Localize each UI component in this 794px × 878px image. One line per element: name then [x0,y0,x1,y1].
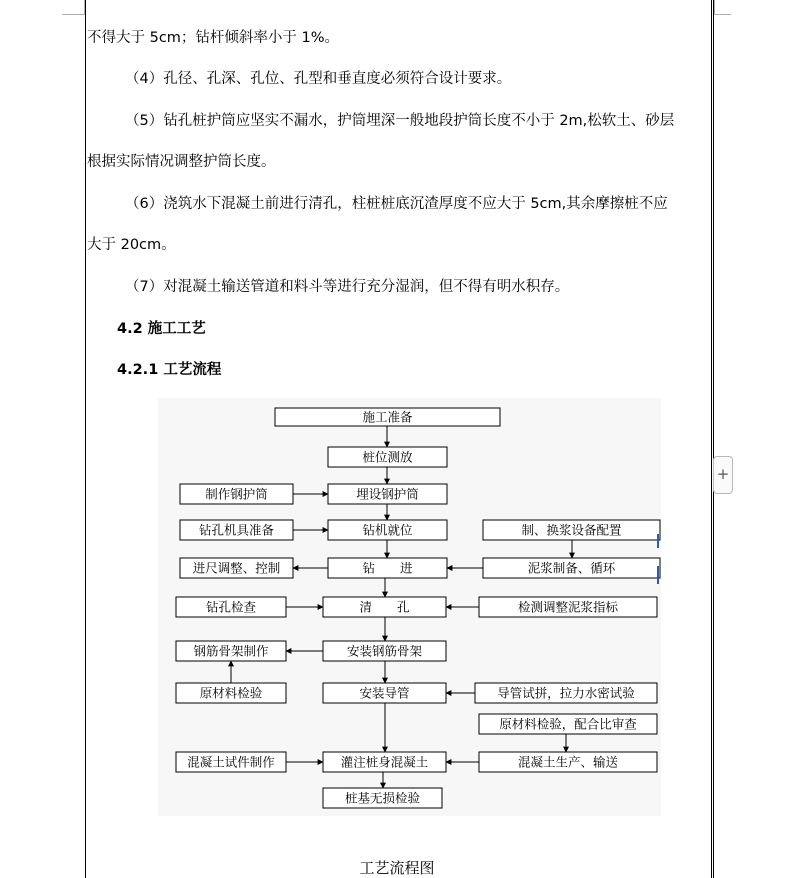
flow-step-label: 钻机就位 [362,522,413,538]
paragraph-item-5: （5）钻孔桩护筒应坚实不漏水，护筒埋深一般地段护筒长度不小于 2m,松软土、砂层 [125,113,675,129]
flow-step-label: 制作钢护筒 [205,486,268,502]
flow-step-main [323,683,446,703]
flow-step-left [176,597,286,617]
flow-step-label: 导管试拼，拉力水密试验 [497,685,635,701]
flow-step-label: 安装钢筋骨架 [346,643,423,659]
flow-step-right [483,520,660,540]
flow-step-main [323,597,446,617]
flow-step-label: 钻孔机具准备 [198,522,275,538]
flow-step-right [479,714,657,734]
flow-step-left [180,520,293,540]
flow-step-right [479,597,657,617]
flow-step-label: 钢筋骨架制作 [193,643,269,659]
flow-step-label: 原材料检验 [199,685,263,701]
figure-caption: 工艺流程图 [359,859,435,877]
paragraph-item-6-cont: 大于 20cm。 [87,237,176,253]
flow-step-label: 桩位测放 [362,449,413,465]
paragraph-item-5-cont: 根据实际情况调整护筒长度。 [87,154,276,170]
flow-step-main [323,752,446,772]
flow-step-left [176,683,286,703]
flow-step-label: 钻孔检查 [205,599,257,615]
flow-step-main [323,788,442,808]
flow-step-left [180,484,293,504]
flow-step-main [323,641,446,661]
flow-step-label: 清 孔 [359,599,410,615]
paragraph-item-7: （7）对混凝土输送管道和料斗等进行充分湿润，但不得有明水积存。 [125,279,570,295]
subsection-heading: 4.2.1 工艺流程 [117,362,222,378]
flow-step-left [176,641,286,661]
flow-step-main [275,408,500,426]
paragraph-item-4: （4）孔径、孔深、孔位、孔型和垂直度必须符合设计要求。 [125,71,512,87]
paragraph-line: 不得大于 5cm；钻杆倾斜率小于 1%。 [87,30,340,46]
section-heading: 4.2 施工工艺 [117,321,206,337]
flow-step-label: 钻 进 [362,560,413,576]
flow-step-label: 混凝土试件制作 [187,754,275,770]
flow-step-right [483,558,660,578]
flow-step-label: 施工准备 [362,409,413,425]
flow-step-left [180,558,293,578]
flow-step-label: 检测调整泥浆指标 [517,599,619,615]
flow-step-label: 混凝土生产、输送 [517,754,619,770]
flow-step-label: 桩基无损检验 [344,790,421,806]
flow-step-main [328,558,447,578]
flow-step-label: 安装导管 [359,685,410,701]
flow-step-main [328,447,447,467]
flow-step-main [328,484,447,504]
paragraph-item-6: （6）浇筑水下混凝土前进行清孔，柱桩桩底沉渣厚度不应大于 5cm,其余摩擦桩不应 [125,196,668,212]
flow-step-label: 进尺调整、控制 [192,560,281,576]
flow-step-right [475,683,657,703]
flow-step-label: 埋设钢护筒 [356,486,419,502]
flow-step-left [176,752,286,772]
add-comment-button[interactable]: + [713,456,733,494]
flow-step-main [328,520,447,540]
flow-step-label: 制、换浆设备配置 [521,522,622,538]
flow-step-right [479,752,657,772]
flow-step-label: 灌注桩身混凝土 [340,754,429,770]
flow-step-label: 原材料检验，配合比审查 [499,716,637,732]
flow-step-label: 泥浆制备、循环 [527,560,616,576]
